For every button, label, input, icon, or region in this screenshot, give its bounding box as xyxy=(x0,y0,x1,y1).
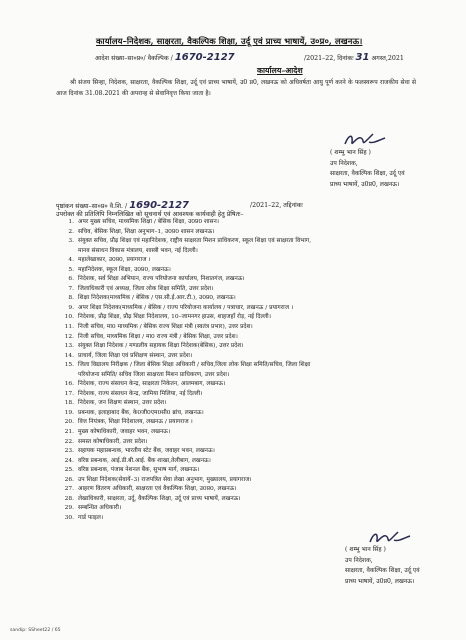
distribution-list-item xyxy=(58,313,428,323)
list-item-number: 12. xyxy=(64,333,74,340)
list-item-number: 18. xyxy=(64,400,74,407)
list-item-text: सचिव, बेसिक शिक्षा, शिक्षा अनुभाग–1, उ0प्र0 शासन लखनऊ। xyxy=(78,228,215,235)
list-item-number: 5. xyxy=(68,266,74,273)
signatory-name: ( शम्भु भान सिंह ) xyxy=(345,546,386,553)
signatory-name: ( शम्भु भान सिंह ) xyxy=(330,149,371,156)
signatory-department: साक्षरता, वैकल्पिक शिक्षा, उर्दू एवं xyxy=(330,170,405,177)
list-item-number: 27. xyxy=(64,486,74,493)
distribution-list-item xyxy=(58,485,428,495)
list-item-text: अपर शिक्षा निदेशक(माध्यमिक / बेसिक / राज्य परियोजना कार्यालय / पत्राचार, लखनऊ / प्रयागराज । xyxy=(78,304,294,311)
signatory-department: साक्षरता, वैकल्पिक शिक्षा, उर्दू एवं xyxy=(345,567,420,574)
signatory-department-2: प्राच्य भाषायें, उ0प्र0, लखनऊ। xyxy=(330,180,400,188)
list-item-number: 24. xyxy=(64,457,74,464)
distribution-list-item xyxy=(58,371,428,381)
distribution-list-item xyxy=(58,285,428,295)
list-item-text: महानिदेशक, स्कूल शिक्षा, उ0प्र0, लखनऊ। xyxy=(78,266,171,273)
list-item-number: 22. xyxy=(64,438,74,445)
list-item-number: 3. xyxy=(68,238,74,245)
distribution-list-item xyxy=(58,342,428,352)
distribution-list-item xyxy=(58,504,428,514)
endorsement-number-label: पृष्ठांकन संख्या–सा०प्र० वै.शि. / xyxy=(56,203,128,210)
list-item-text: शिक्षा निदेशक(माध्यमिक / बेसिक / एस.सी.ई.आर.टी.), उ0प्र0, लखनऊ। xyxy=(78,295,236,302)
list-item-number: 30. xyxy=(64,514,74,521)
list-item-number: 15. xyxy=(64,362,74,369)
list-item-number: 9. xyxy=(68,304,74,311)
list-item-text: प्राचार्य, जिला शिक्षा एवं प्रशिक्षण संस्थान, उत्तर प्रदेश। xyxy=(78,352,193,359)
list-item-text: निदेशक, प्रौढ़ शिक्षा, प्रौढ़ शिक्षा निदेशालय, 10–जामनगर हाउस, शाहजहाँ रोड़, नई दिल्ली। xyxy=(78,314,271,321)
signatory-designation: उप निदेशक, xyxy=(345,556,373,564)
list-item-number: 17. xyxy=(64,390,74,397)
distribution-list-item xyxy=(58,266,428,276)
order-date-line xyxy=(304,52,404,63)
distribution-list-item xyxy=(58,514,428,524)
list-item-text: जिलाधिकारी एवं अध्यक्ष, जिला लोक शिक्षा समिति, उत्तर प्रदेश। xyxy=(78,285,214,292)
order-day-handwritten: 31 xyxy=(355,52,370,63)
list-item-text: लेखाधिकारी, साक्षरता, उर्दू, वैकल्पिक शिक्षा, उर्दू एवं प्राच्य भाषायें, लखनऊ। xyxy=(78,495,241,502)
signature-block-2 xyxy=(345,545,420,587)
distribution-list-item xyxy=(58,247,428,257)
distribution-list-item xyxy=(58,418,428,428)
distribution-list-item xyxy=(58,428,428,438)
distribution-list-item xyxy=(58,361,428,371)
order-body-text: श्री संजय सिन्हा, निदेशक, साक्षरता, वैकल्पिक शिक्षा, उर्दू एवं प्राच्य भाषायें, उ0 प्र0, लखनऊ को अधिवर्षता आयु पूर्ण करने के फलस्वरूप राजकीय सेवा से आज दिनांक 31.08.2021 की अपरान्ह से सेवानिवृत्त किया जाता है। xyxy=(56,79,416,97)
office-header-title: कार्यालय–निदेशक, साक्षरता, वैकल्पिक शिक्षा, उर्दू एवं प्राच्य भाषायें, उ०प्र०, लखनऊ। xyxy=(96,36,363,46)
list-item-text: वित्त नियंत्रक, शिक्षा निदेशालय, लखनऊ / प्रयागराज । xyxy=(78,419,193,426)
distribution-list-item xyxy=(58,466,428,476)
list-item-number: 26. xyxy=(64,476,74,483)
distribution-list-item xyxy=(58,323,428,333)
list-item-text: परियोजना समिति/ सचिव जिला साक्षरता मिशन प्राधिकरण, उत्तर प्रदेश। xyxy=(78,371,230,378)
distribution-list-item xyxy=(58,495,428,505)
distribution-list-item xyxy=(58,275,428,285)
list-item-number: 13. xyxy=(64,343,74,350)
handwritten-signature-1 xyxy=(343,130,387,150)
office-order-title: कार्यालय–आदेश xyxy=(257,66,303,75)
list-item-number: 29. xyxy=(64,505,74,512)
list-item-text: उप शिक्षा निदेशक(सेवायें–3) राजपत्रित सेवा लेखा अनुभाग, मुख्यालय, प्रयागराज। xyxy=(78,476,252,483)
list-item-number: 10. xyxy=(64,314,74,321)
list-item-text: निदेशक, जन शिक्षण संस्थान, उत्तर प्रदेश। xyxy=(78,400,167,407)
list-item-number: 23. xyxy=(64,448,74,455)
distribution-list xyxy=(58,218,428,524)
endorsement-date: /2021–22, तद्दिनांकः xyxy=(250,202,303,209)
list-item-text: अपर मुख्य सचिव, माध्यमिक शिक्षा / बेसिक शिक्षा, उ0प्र0 शासन। xyxy=(78,219,220,225)
list-item-text: संयुक्त शिक्षा निदेशक / मण्डलीय सहायक शिक्षा निदेशक(बेसिक), उत्तर प्रदेश। xyxy=(78,343,244,350)
distribution-list-item xyxy=(58,476,428,486)
list-item-text: निदेशक, सर्व शिक्षा अभियान, राज्य परियोजना कार्यालय, निशातगंज, लखनऊ। xyxy=(78,276,245,283)
list-item-text: सहायक महाप्रबन्धक, भारतीय स्टेट बैंक, जवाहर भवन, लखनऊ। xyxy=(78,448,215,455)
list-item-text: प्रबन्धक, इलाहाबाद बैंक, के0जी0एम0सी0 ब्रांच, लखनऊ। xyxy=(78,409,204,416)
list-item-number: 19. xyxy=(64,409,74,416)
list-item-number: 6. xyxy=(68,276,74,283)
signature-block-1 xyxy=(330,148,405,190)
list-item-text: महालेखाकार, उ0प्र0, प्रयागराज । xyxy=(78,257,151,264)
list-item-number: 1. xyxy=(68,219,74,225)
list-item-number: 11. xyxy=(64,324,74,331)
list-item-text: मानव संसाधन विकास मंत्रालय, शास्त्री भवन, नई दिल्ली। xyxy=(78,247,198,254)
signatory-designation: उप निदेशक, xyxy=(330,159,358,167)
distribution-list-item xyxy=(58,218,428,228)
distribution-list-item xyxy=(58,237,428,247)
distribution-list-item xyxy=(58,457,428,467)
order-date-label: /2021–22, दिनांकः xyxy=(304,55,354,62)
list-item-number: 21. xyxy=(64,429,74,436)
list-item-number: 14. xyxy=(64,352,74,359)
list-item-number: 7. xyxy=(68,285,74,292)
distribution-list-item xyxy=(58,352,428,362)
distribution-list-item xyxy=(58,438,428,448)
list-item-text: जिला विद्यालय निरीक्षक / जिला बेसिक शिक्षा अधिकारी / सचिव,जिला लोक शिक्षा समिति/सचिव, जिला शिक्षा xyxy=(78,362,311,369)
copy-to-intro: उपरोक्त की प्रतिलिपि निम्नलिखित को सूचनार्थ एवं आवश्यक कार्यवाही हेतु प्रेषितः– xyxy=(56,211,244,218)
signatory-department-2: प्राच्य भाषायें, उ0प्र0, लखनऊ। xyxy=(345,577,415,585)
distribution-list-item xyxy=(58,333,428,343)
order-number-label: आदेश संख्या–सा०प्र०/ वैकल्पिक / xyxy=(95,55,173,62)
list-item-text: समस्त कोषाधिकारी, उत्तर प्रदेश। xyxy=(78,438,148,445)
order-number-line xyxy=(95,52,235,63)
distribution-list-item xyxy=(58,380,428,390)
file-reference-footer: sandip: SSheet22 / 65 xyxy=(10,628,61,633)
distribution-list-item xyxy=(58,294,428,304)
distribution-list-item xyxy=(58,447,428,457)
list-item-number: 25. xyxy=(64,467,74,474)
endorsement-number-handwritten: 1690-2127 xyxy=(129,200,190,211)
distribution-list-item xyxy=(58,409,428,419)
distribution-list-item xyxy=(58,256,428,266)
order-number-handwritten: 1670-2127 xyxy=(174,52,235,63)
list-item-text: संयुक्त सचिव, प्रौढ़ शिक्षा एवं महानिदेशक, राष्ट्रीय साक्षरता मिशन प्राधिकरण, स्कूल शिक्षा एवं साक्षरता विभाग, xyxy=(78,238,312,245)
list-item-number: 4. xyxy=(68,257,74,264)
distribution-list-item xyxy=(58,390,428,400)
distribution-list-item xyxy=(58,228,428,238)
list-item-number: 16. xyxy=(64,381,74,388)
list-item-text: निजी सचिव, मा0 माध्यमिक / बेसिक राज्य शिक्षा मंत्री (स्वतंत्र प्रभार), उत्तर प्रदेश। xyxy=(78,324,253,331)
list-item-text: वरिष्ठ प्रबन्धक, पंजाब नेशनल बैंक, सुभाष मार्ग, लखनऊ। xyxy=(78,467,200,474)
distribution-list-item xyxy=(58,399,428,409)
list-item-text: वरिष्ठ प्रबन्धक, आई.डी.बी.आई. बैंक शाखा,तेलीबाग, लखनऊ। xyxy=(78,457,211,464)
distribution-list-item xyxy=(58,304,428,314)
list-item-number: 28. xyxy=(64,495,74,502)
list-item-number: 8. xyxy=(68,295,74,302)
order-month-year: अगस्त,2021 xyxy=(371,55,404,62)
list-item-text: मुख्य कोषाधिकारी, जवाहर भवन, लखनऊ। xyxy=(78,429,171,436)
list-item-text: आहरण वितरण अधिकारी, साक्षरता एवं वैकल्पिक शिक्षा, उ0प्र0, लखनऊ। xyxy=(78,486,237,493)
list-item-number: 2. xyxy=(68,228,74,235)
list-item-text: निदेशक, राज्य संसाधन केन्द्र, जामिया मिलिया, नई दिल्ली। xyxy=(78,390,203,397)
list-item-text: सम्बन्धित अधिकारी। xyxy=(78,505,122,512)
list-item-text: निदेशक, राज्य संसाधन केन्द्र, साक्षरता निकेतन, आलमबाग, लखनऊ। xyxy=(78,381,226,388)
list-item-text: गार्ड फाइल। xyxy=(78,514,104,521)
list-item-number: 20. xyxy=(64,419,74,426)
list-item-text: निजी सचिव, माध्यमिक शिक्षा / मा0 राज्य मंत्री / बेसिक शिक्षा, उत्तर प्रदेश। xyxy=(78,333,238,340)
